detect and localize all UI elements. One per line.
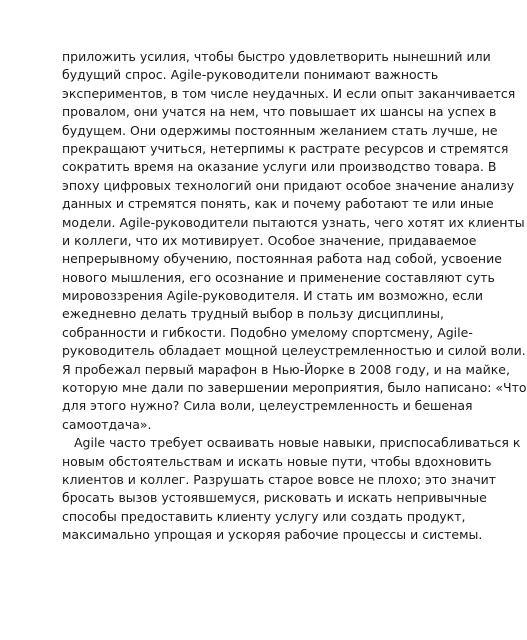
text-line: руководитель обладает мощной целеустремленностью и силой воли. — [62, 343, 526, 359]
text-line: способы предоставить клиенту услугу или создать продукт, — [62, 508, 466, 524]
text-line: провалом, они учатся на нем, что повышает их шансы на успех в — [62, 104, 497, 120]
text-line: собранности и гибкости. Подобно умелому спортсмену, Agile- — [62, 324, 473, 340]
text-line: Я пробежал первый марафон в Нью-Йорке в 2008 году, и на майке, — [62, 361, 510, 377]
body-text — [62, 48, 527, 545]
text-line: максимально упрощая и ускоряя рабочие процессы и системы. — [62, 527, 483, 543]
text-line: самоотдача». — [62, 416, 152, 432]
text-line: бросать вызов устоявшемуся, рисковать и искать непривычные — [62, 490, 487, 506]
text-line: клиентов и коллег. Разрушать старое вовсе не плохо; это значит — [62, 471, 497, 487]
text-line: которую мне дали по завершении мероприятия, было написано: «Что — [62, 380, 527, 396]
text-line: будущий спрос. Agile-руководители понимают важность — [62, 67, 439, 83]
text-line: для этого нужно? Сила воли, целеустремленность и бешеная — [62, 398, 473, 414]
text-line: ежедневно делать трудный выбор в пользу дисциплины, — [62, 306, 444, 322]
text-line: модели. Agile-руководители пытаются узнать, чего хотят их клиенты — [62, 214, 525, 230]
text-line: прекращают учиться, нетерпимы к растрате ресурсов и стремятся — [62, 140, 509, 156]
text-line: непрерывному обучению, постоянная работа над собой, усвоение — [62, 251, 502, 267]
paragraph-1 — [62, 48, 527, 434]
text-line: новым обстоятельствам и искать новые пути, чтобы вдохновить — [62, 453, 492, 469]
text-line: будущем. Они одержимы постоянным желанием стать лучше, не — [62, 122, 498, 138]
text-line: данных и стремятся понять, как и почему работают те или иные — [62, 196, 494, 212]
text-line: эпоху цифровых технологий они придают особое значение анализу — [62, 177, 515, 193]
text-line: и коллеги, что их мотивирует. Особое значение, придаваемое — [62, 232, 477, 248]
text-line: экспериментов, в том числе неудачных. И если опыт заканчивается — [62, 85, 516, 101]
text-line: мировоззрения Agile-руководителя. И стать им возможно, если — [62, 288, 483, 304]
text-line: Agile часто требует осваивать новые навыки, приспосабливаться к — [74, 435, 521, 451]
text-line: сократить время на оказание услуги или производство товара. В — [62, 159, 497, 175]
text-line: приложить усилия, чтобы быстро удовлетворить нынешний или — [62, 49, 491, 64]
paragraph-2 — [62, 434, 521, 544]
text-line: нового мышления, его осознание и применение составляют суть — [62, 269, 495, 285]
